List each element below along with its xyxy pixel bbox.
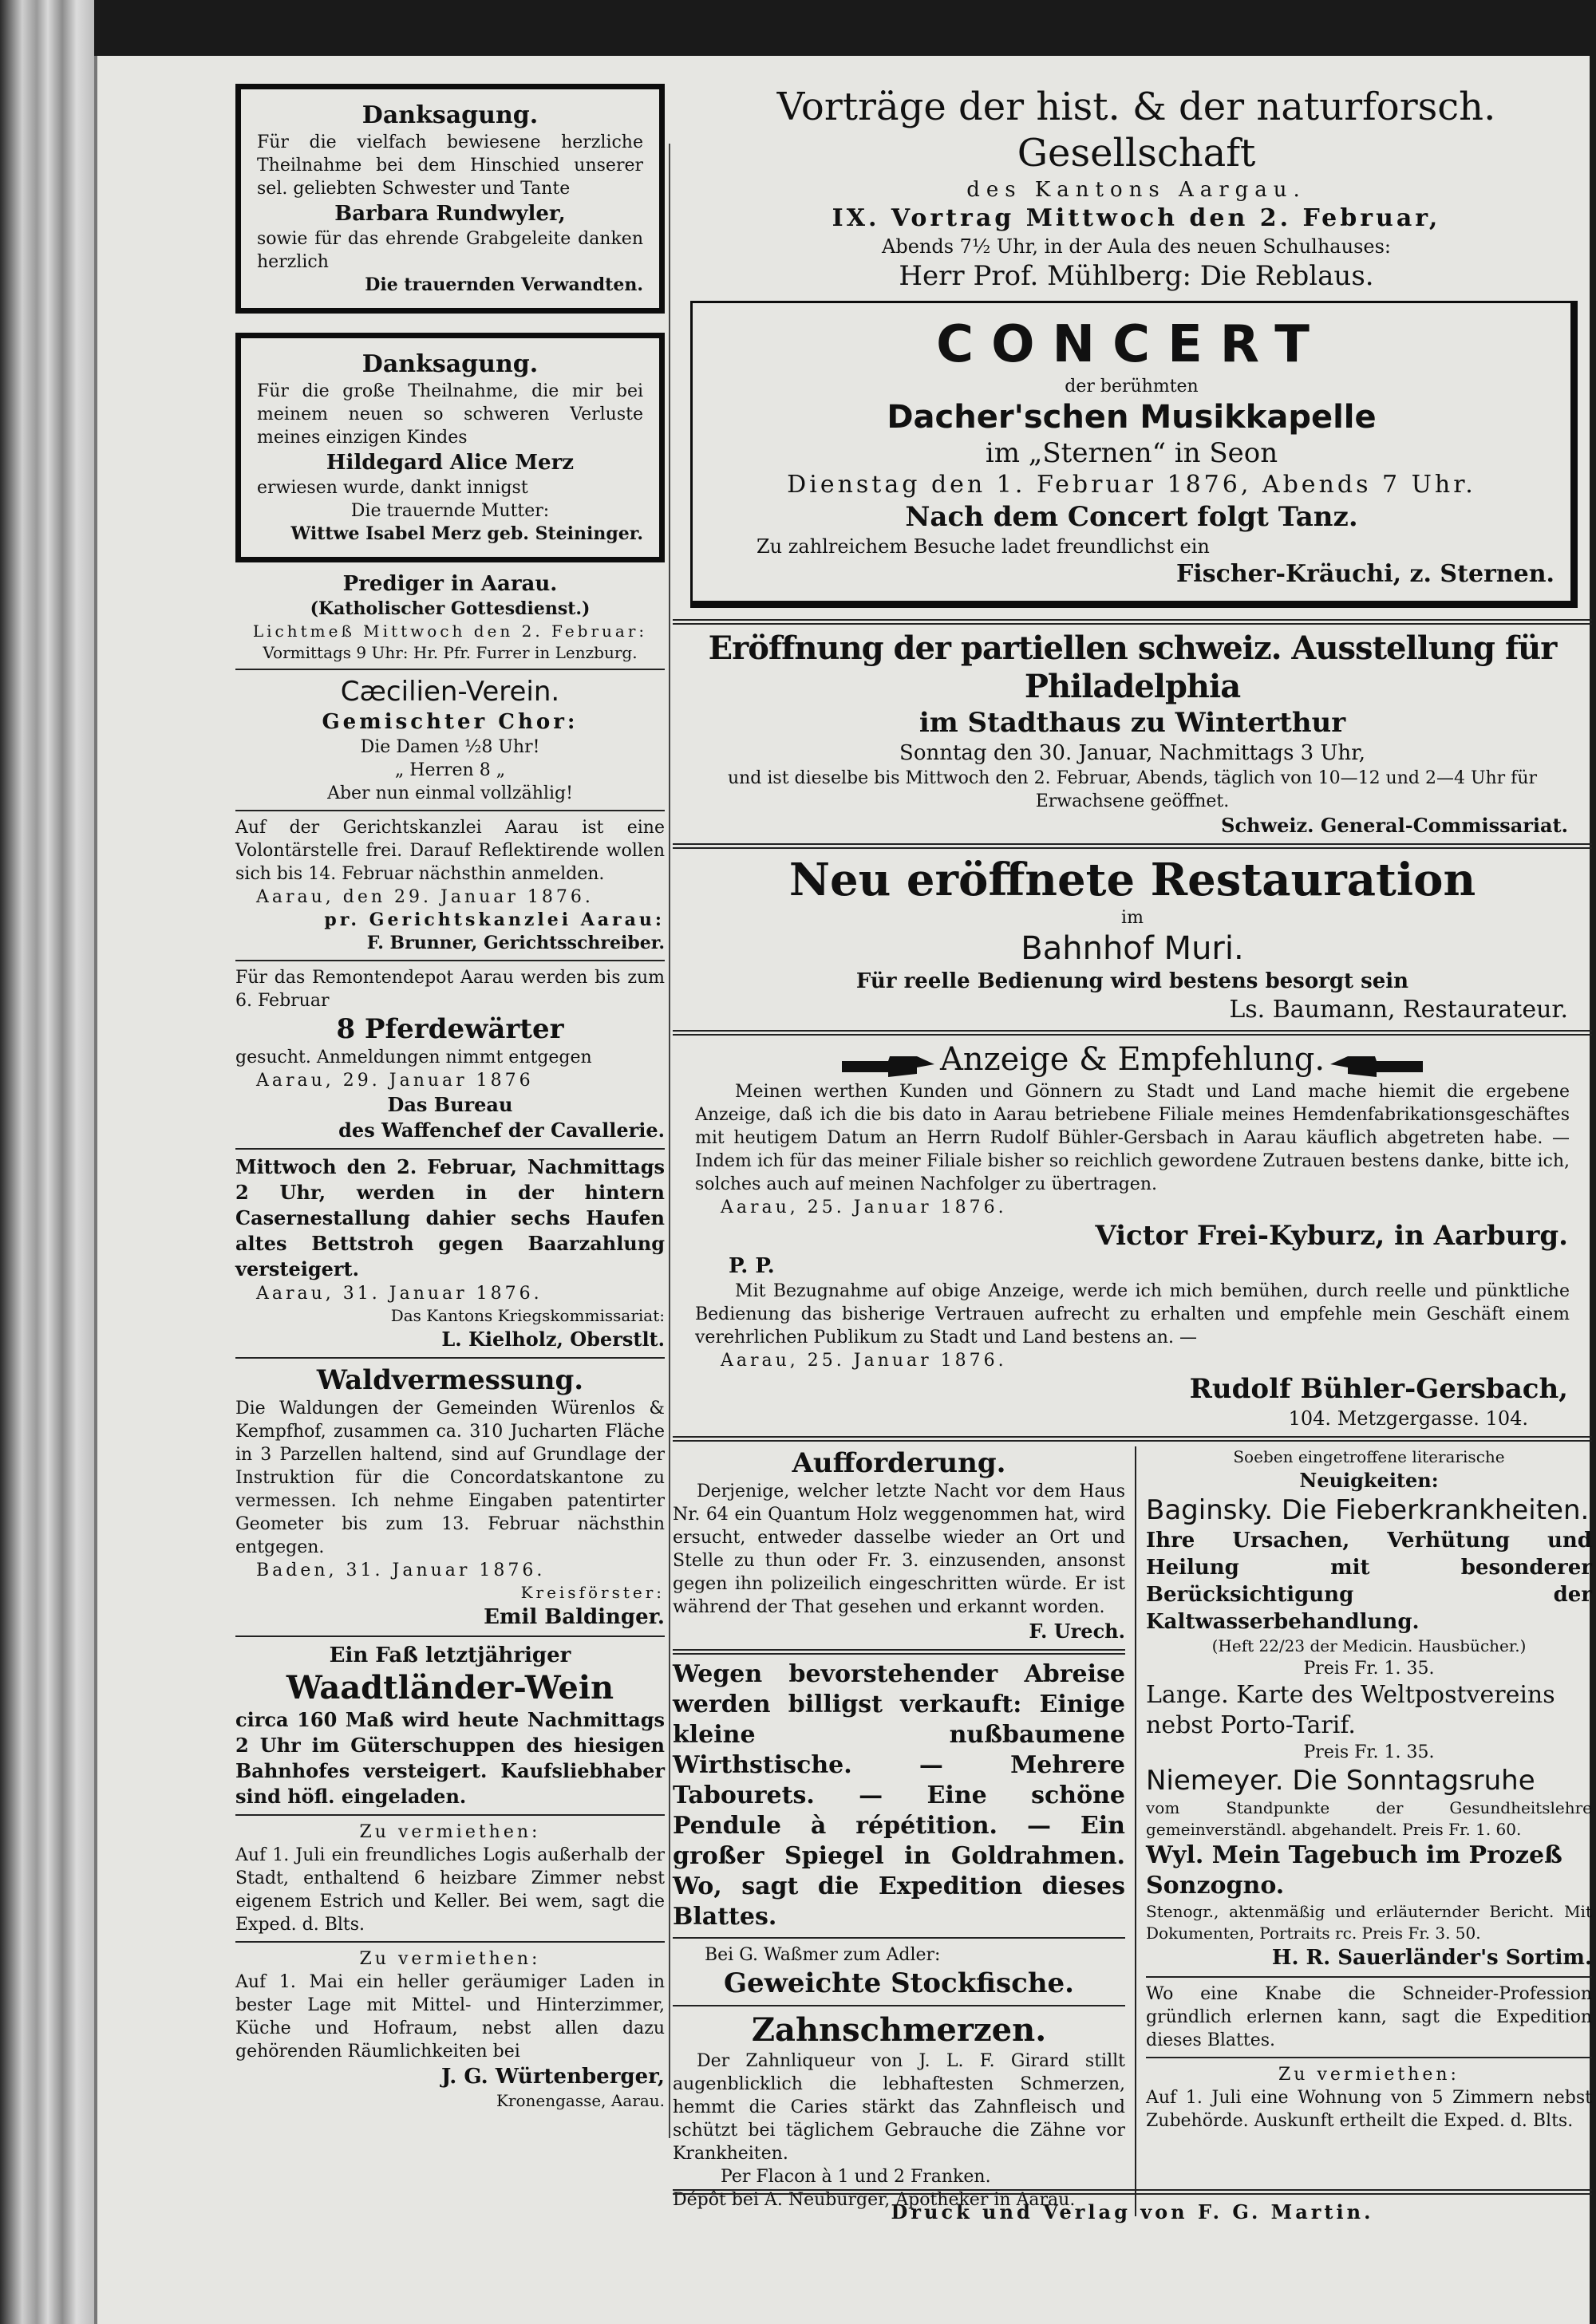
ad-body: Auf 1. Mai ein heller geräumiger Laden in bester Lage mit Mittel- und Hinterzimmer, Küche und Hofraum, nebst allen dazu gehörenden Räumlichkeiten bei bbox=[235, 1972, 665, 2062]
separator bbox=[235, 810, 665, 811]
caecilien-ad bbox=[235, 675, 665, 805]
danksagung-ad-1 bbox=[235, 84, 665, 314]
separator bbox=[235, 960, 665, 961]
separator bbox=[673, 2005, 1125, 2006]
ad-title: Vorträge der hist. & der naturforsch. Gesellschaft bbox=[776, 85, 1496, 176]
ad-headline: Waadtländer-Wein bbox=[286, 1669, 614, 1707]
ad-body: Wegen bevorstehender Abreise werden billigst verkauft: Einige kleine nußbaumene Wirthstische. — Mehrere Tabourets. — Eine schöne Pendule à répétition. — Ein großer Spiegel in Goldrahmen. Wo, sagt die Expedition dieses Blattes. bbox=[673, 1659, 1125, 1931]
ad-line: Aber nun einmal vollzählig! bbox=[327, 783, 573, 803]
ad-name: Barbara Rundwyler, bbox=[334, 202, 566, 226]
ad-body: Wo eine Knabe die Schneider-Profession gründlich erlernen kann, sagt die Expedition dieses Blattes. bbox=[1146, 1983, 1592, 2050]
ad-title: Aufforderung. bbox=[792, 1446, 1006, 1479]
ausstellung-ad bbox=[673, 629, 1592, 838]
bottom-section bbox=[673, 1446, 1592, 2216]
ad-title: Danksagung. bbox=[361, 101, 539, 129]
ad-title: Zahnschmerzen. bbox=[751, 2010, 1047, 2049]
right-column bbox=[673, 84, 1592, 2216]
ad-date: Aarau, 29. Januar 1876 bbox=[256, 1071, 534, 1091]
ad-signature: Das Bureau bbox=[387, 1093, 513, 1116]
ad-line: Soeben eingetroffene literarische bbox=[1233, 1446, 1505, 1466]
imprint-footer bbox=[673, 2184, 1592, 2225]
ad-line: IX. Vortrag Mittwoch den 2. Februar, bbox=[832, 204, 1441, 232]
imprint-text: Druck und Verlag von F. G. Martin. bbox=[891, 2200, 1374, 2223]
wein-ad bbox=[235, 1642, 665, 1809]
ad-date: Aarau, 31. Januar 1876. bbox=[256, 1284, 543, 1304]
ad-line: Lichtmeß Mittwoch den 2. Februar: bbox=[252, 621, 648, 641]
ad-headline: Geweichte Stockfische. bbox=[723, 1967, 1075, 1999]
separator bbox=[235, 1357, 665, 1359]
ad-body: erwiesen wurde, dankt innigst bbox=[257, 478, 528, 498]
ad-address: 104. Metzgergasse. 104. bbox=[1288, 1407, 1528, 1430]
ad-signature: Rudolf Bühler-Gersbach, bbox=[1189, 1372, 1568, 1405]
ad-line: Ein Faß letztjähriger bbox=[329, 1643, 571, 1667]
concert-ad bbox=[690, 301, 1578, 608]
ad-body: Auf der Gerichtskanzlei Aarau ist eine Volontärstelle frei. Darauf Reflektirende wollen sich bis 14. Februar nächsthin anmelden. bbox=[235, 818, 665, 884]
separator bbox=[673, 1649, 1125, 1655]
separator bbox=[673, 1030, 1592, 1036]
separator bbox=[673, 1436, 1592, 1442]
ad-body: Meinen werthen Kunden und Gönnern zu Stadt und Land mache hiemit die ergebene Anzeige, daß ich die bis dato in Aarau betriebene Filiale meines Hemdenfabrikationsgeschäftes mit heutigem Datum an Herrn Rudolf Bühler-Gersbach in Aarau käuflich abgetreten habe. — Indem ich für das meiner Filiale bisher so reichlich gewordene Zutrauen bestens danke, bitte ich, solches auch auf meinen Nachfolger zu übertragen. bbox=[695, 1081, 1570, 1194]
ad-signature: Kreisförster: bbox=[520, 1583, 665, 1602]
ad-line: der berühmten bbox=[1065, 377, 1199, 397]
ad-line: Die Damen ½8 Uhr! bbox=[360, 737, 540, 757]
ad-line: Vormittags 9 Uhr: Hr. Pfr. Furrer in Lenzburg. bbox=[263, 643, 638, 662]
ad-body: Auf 1. Juli ein freundliches Logis außerhalb der Stadt, enthaltend 6 heizbare Zimmer nebst eigenem Estrich und Keller. Bei wem, sagt die Exped. d. Blts. bbox=[235, 1845, 665, 1935]
ad-line: im bbox=[1121, 908, 1144, 928]
book-price: Preis Fr. 1. 35. bbox=[1303, 1658, 1435, 1679]
ad-subtitle: des Kantons Aargau. bbox=[966, 178, 1306, 202]
ad-signature: Wittwe Isabel Merz geb. Steininger. bbox=[290, 523, 643, 544]
pointing-hand-right-icon bbox=[840, 1053, 936, 1080]
zahnschmerzen-ad bbox=[673, 2011, 1125, 2212]
ad-line: Dienstag den 1. Februar 1876, Abends 7 Uhr. bbox=[787, 471, 1476, 499]
ad-signature: pr. Gerichtskanzlei Aarau: bbox=[324, 909, 665, 930]
ad-line: Herr Prof. Mühlberg: Die Reblaus. bbox=[899, 260, 1374, 292]
ad-line: „ Herren 8 „ bbox=[394, 760, 506, 780]
schneider-ad bbox=[1146, 1983, 1592, 2052]
ad-body: Mit Bezugnahme auf obige Anzeige, werde ich mich bemühen, durch reelle und pünktliche Bedienung das bisherige Vertrauen aufrecht zu erhalten und empfehle mein Geschäft einem verehrlichen Publikum zu Stadt und Land bestens an. — bbox=[695, 1280, 1570, 1347]
ad-body: Der Zahnliqueur von J. L. F. Girard stillt augenblicklich die lebhaftesten Schmerzen, hemmt die Caries stärkt das Zahnfleisch und schützt bei täglichem Gebrauche die Zähne vor Krankheiten. bbox=[673, 2050, 1125, 2164]
ad-signature: Emil Baldinger. bbox=[484, 1605, 665, 1629]
ad-headline: Dacher'schen Musikkapelle bbox=[887, 399, 1377, 436]
ad-body: Für das Remontendepot Aarau werden bis zum 6. Februar bbox=[235, 968, 665, 1011]
ad-headline: Bahnhof Muri. bbox=[1021, 930, 1244, 967]
book-title: Lange. Karte des Weltpostvereins nebst Porto-Tarif. bbox=[1146, 1680, 1555, 1739]
ad-body: Mittwoch den 2. Februar, Nachmittags 2 Uhr, werden in der hintern Casernestallung dahier sechs Haufen altes Bettstroh gegen Baarzahlung versteigert. bbox=[235, 1155, 665, 1280]
ad-body: Die Waldungen der Gemeinden Würenlos & Kempfhof, zusammen ca. 310 Jucharten Fläche in 3 Parzellen haltend, sind auf Grundlage der Instruktion für die Concordatskantone zu vermessen. Ich nehme Eingaben patentirter Geometer bis zum 13. Februar nächsthin entgegen. bbox=[235, 1399, 665, 1557]
waldvermessung-ad bbox=[235, 1363, 665, 1631]
ad-line: Zu zahlreichem Besuche ladet freundlichst ein bbox=[757, 535, 1210, 558]
ad-signature: Kronengasse, Aarau. bbox=[496, 2091, 665, 2110]
vortraege-ad bbox=[673, 84, 1592, 293]
ad-signature: Die trauernde Mutter: bbox=[350, 501, 550, 521]
bottom-left bbox=[673, 1446, 1136, 2216]
ad-body: Für die große Theilnahme, die mir bei meinem neuen so schweren Verluste meines einzigen Kindes bbox=[257, 381, 643, 448]
separator bbox=[673, 2189, 1592, 2195]
stockfisch-ad bbox=[673, 1943, 1125, 2000]
prediger-ad bbox=[235, 570, 665, 664]
ad-body: circa 160 Maß wird heute Nachmittags 2 Uhr im Güterschuppen des hiesigen Bahnhofes versteigert. Kaufsliebhaber sind höfl. eingeladen. bbox=[235, 1708, 665, 1808]
separator bbox=[235, 1635, 665, 1637]
aufforderung-ad bbox=[673, 1446, 1125, 1644]
ad-signature: J. G. Würtenberger, bbox=[441, 2065, 665, 2089]
ad-title: Cæcilien-Verein. bbox=[340, 676, 560, 708]
restauration-ad bbox=[673, 854, 1592, 1025]
ad-title: Zu vermiethen: bbox=[359, 1949, 541, 1969]
ad-date: Baden, 31. Januar 1876. bbox=[256, 1561, 546, 1580]
buecher-ad bbox=[1146, 1446, 1592, 1971]
ad-title: Danksagung. bbox=[361, 350, 539, 378]
danksagung-ad-2 bbox=[235, 333, 665, 562]
ad-signature: Victor Frei-Kyburz, in Aarburg. bbox=[1095, 1219, 1568, 1252]
ad-title: Waldvermessung. bbox=[316, 1364, 584, 1396]
ad-line: im Stadthaus zu Winterthur bbox=[918, 707, 1346, 739]
ad-title-row bbox=[673, 1040, 1592, 1080]
ad-signature: H. R. Sauerländer's Sortim. bbox=[1271, 1945, 1592, 1970]
ad-line: Abends 7½ Uhr, in der Aula des neuen Schulhauses: bbox=[882, 235, 1391, 258]
ad-signature: des Waffenchef der Cavallerie. bbox=[338, 1119, 665, 1142]
separator bbox=[235, 1814, 665, 1816]
ad-title: Anzeige & Empfehlung. bbox=[939, 1041, 1325, 1078]
ad-line: Per Flacon à 1 und 2 Franken. bbox=[721, 2166, 991, 2187]
separator bbox=[1146, 2057, 1592, 2058]
ad-signature: Das Kantons Kriegskommissariat: bbox=[390, 1306, 665, 1325]
ad-subtitle: Gemischter Chor: bbox=[322, 710, 579, 734]
ad-line: Neuigkeiten: bbox=[1299, 1468, 1439, 1492]
ad-headline: 8 Pferdewärter bbox=[336, 1013, 564, 1045]
vermiethen-ad-3 bbox=[1146, 2063, 1592, 2133]
book-title: Baginsky. Die Fieberkrankheiten. bbox=[1146, 1493, 1590, 1526]
book-subtitle: Stenogr., aktenmäßig und erläuternder Bericht. Mit Dokumenten, Portraits rc. Preis Fr. 3. 50. bbox=[1146, 1901, 1592, 1943]
ad-title: Zu vermiethen: bbox=[359, 1822, 541, 1842]
vermiethen-ad-1 bbox=[235, 1821, 665, 1936]
pointing-hand-left-icon bbox=[1329, 1053, 1424, 1080]
gerichtskanzlei-ad bbox=[235, 816, 665, 955]
ad-signature: F. Brunner, Gerichtsschreiber. bbox=[366, 933, 665, 953]
left-column bbox=[235, 84, 665, 2117]
book-title: Wyl. Mein Tagebuch im Prozeß Sonzogno. bbox=[1146, 1841, 1562, 1900]
ad-title: Eröffnung der partiellen schweiz. Ausstellung für Philadelphia bbox=[708, 629, 1557, 705]
book-subtitle: Ihre Ursachen, Verhütung und Heilung mit besonderer Berücksichtigung der Kaltwasserbehandlung. bbox=[1146, 1528, 1592, 1634]
ad-signature: Schweiz. General-Commissariat. bbox=[1221, 814, 1568, 837]
ad-body: sowie für das ehrende Grabgeleite danken herzlich bbox=[257, 229, 643, 272]
ad-date: Aarau, den 29. Januar 1876. bbox=[256, 887, 594, 907]
ad-signature: F. Urech. bbox=[1029, 1619, 1125, 1643]
book-title: Niemeyer. Die Sonntagsruhe bbox=[1146, 1764, 1535, 1797]
separator bbox=[235, 1148, 665, 1150]
ad-signature: Die trauernden Verwandten. bbox=[365, 274, 643, 295]
ad-body: gesucht. Anmeldungen nimmt entgegen bbox=[235, 1048, 592, 1067]
separator bbox=[1146, 1976, 1592, 1978]
ad-line: Nach dem Concert folgt Tanz. bbox=[905, 501, 1358, 533]
ad-line: Für reelle Bedienung wird bestens besorgt sein bbox=[855, 969, 1409, 993]
ad-title: Zu vermiethen: bbox=[1278, 2064, 1460, 2085]
bettstroh-ad bbox=[235, 1154, 665, 1352]
ad-signature: Ls. Baumann, Restaurateur. bbox=[1229, 996, 1568, 1024]
bottom-right bbox=[1136, 1446, 1592, 2216]
ad-line: Sonntag den 30. Januar, Nachmittags 3 Uhr, bbox=[899, 741, 1365, 765]
ad-title: Neu eröffnete Restauration bbox=[788, 854, 1476, 906]
ad-body: und ist dieselbe bis Mittwoch den 2. Februar, Abends, täglich von 10—12 und 2—4 Uhr für Erwachsene geöffnet. bbox=[727, 768, 1538, 811]
ad-signature: Fischer-Kräuchi, z. Sternen. bbox=[1176, 560, 1555, 588]
remontendepot-ad bbox=[235, 966, 665, 1143]
book-note: (Heft 22/23 der Medicin. Hausbücher.) bbox=[1211, 1635, 1527, 1655]
separator bbox=[235, 669, 665, 670]
ad-line: Bei G. Waßmer zum Adler: bbox=[705, 1944, 941, 1965]
ad-name: Hildegard Alice Merz bbox=[326, 451, 575, 475]
column-divider bbox=[669, 144, 670, 2138]
ad-date: Aarau, 25. Januar 1876. bbox=[721, 1197, 1007, 1217]
vermiethen-ad-2 bbox=[235, 1947, 665, 2112]
ad-body: Für die vielfach bewiesene herzliche Theilnahme bei dem Hinschied unserer sel. geliebten Schwester und Tante bbox=[257, 132, 643, 199]
book-subtitle: vom Standpunkte der Gesundheitslehre gemeinverständl. abgehandelt. Preis Fr. 1. 60. bbox=[1146, 1797, 1592, 1839]
separator bbox=[235, 1941, 665, 1943]
ad-line: Dépôt bei A. Neuburger, Apotheker in Aarau. bbox=[673, 2189, 1076, 2210]
ad-title: CONCERT bbox=[936, 315, 1327, 374]
ad-signature: L. Kielholz, Oberstlt. bbox=[441, 1328, 665, 1351]
ad-title: Prediger in Aarau. bbox=[342, 572, 558, 596]
ad-salutation: P. P. bbox=[729, 1253, 775, 1278]
ad-date: Aarau, 25. Januar 1876. bbox=[721, 1350, 1007, 1371]
book-binding bbox=[0, 0, 94, 2324]
book-price: Preis Fr. 1. 35. bbox=[1303, 1742, 1435, 1762]
ad-body: Derjenige, welcher letzte Nacht vor dem Haus Nr. 64 ein Quantum Holz weggenommen hat, wird ersucht, entweder dasselbe wieder an Ort und Stelle zu thun oder Fr. 3. einzusenden, ansonst gegen ihn polizeilich eingeschritten würde. Er ist während der That gesehen und erkannt worden. bbox=[673, 1481, 1125, 1617]
ad-line: im „Sternen“ in Seon bbox=[985, 437, 1278, 469]
abreise-ad bbox=[673, 1659, 1125, 1932]
anzeige-ad bbox=[673, 1040, 1592, 1431]
separator bbox=[673, 1937, 1125, 1939]
separator bbox=[673, 619, 1592, 625]
ad-body: Auf 1. Juli eine Wohnung von 5 Zimmern nebst Zubehörde. Auskunft ertheilt die Exped. d. Blts. bbox=[1146, 2087, 1592, 2131]
ad-subtitle: (Katholischer Gottesdienst.) bbox=[310, 598, 591, 619]
separator bbox=[673, 843, 1592, 849]
